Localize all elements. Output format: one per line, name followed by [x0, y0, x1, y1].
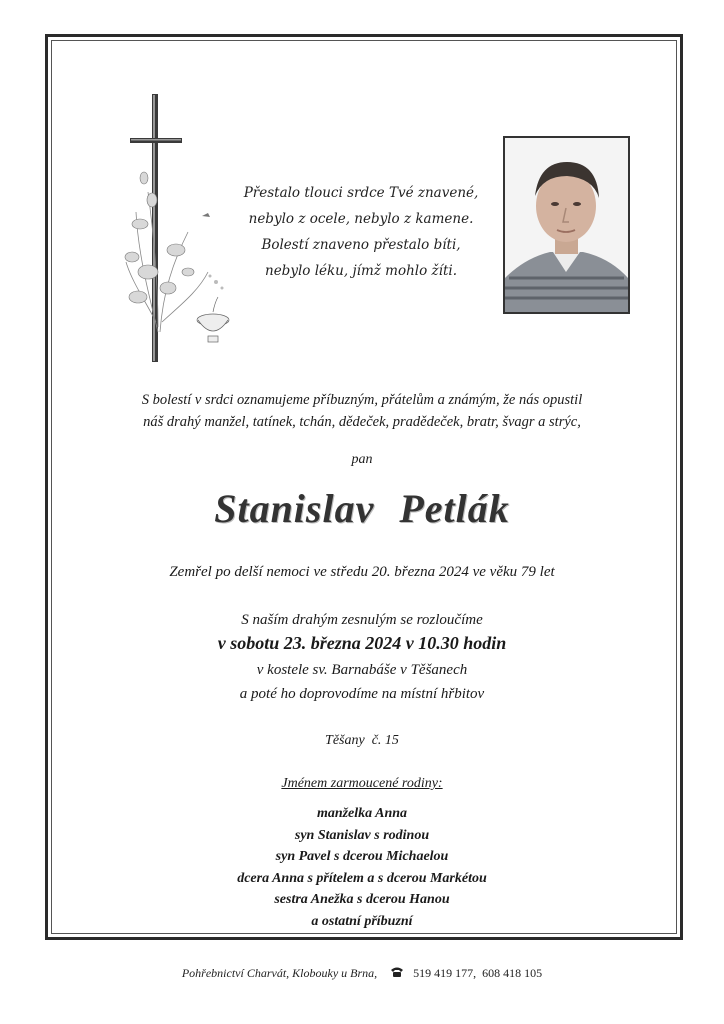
- announcement-line: náš drahý manžel, tatínek, tchán, dědeček, pradědeček, bratr, švagr a strýc,: [143, 414, 581, 430]
- phone-numbers: 519 419 177, 608 418 105: [413, 966, 543, 980]
- poem-line: Přestalo tlouci srdce Tvé znavené,: [243, 185, 479, 201]
- family-member: manželka Anna: [316, 806, 408, 821]
- farewell-after: a poté ho doprovodíme na místní hřbitov: [239, 686, 485, 702]
- portrait-image: [505, 138, 628, 312]
- deceased-name: Stanislav Petlák: [214, 486, 510, 531]
- farewell-date-time: v sobotu 23. března 2024 v 10.30 hodin: [217, 633, 507, 653]
- poem-line: nebylo z ocele, nebylo z kamene.: [248, 211, 474, 227]
- family-heading-text: Jménem zarmoucené rodiny:: [281, 776, 443, 791]
- family-member: sestra Anežka s dcerou Hanou: [274, 892, 450, 907]
- funeral-company: Pohřebnictví Charvát, Klobouky u Brna,: [181, 966, 378, 980]
- poem: [238, 180, 484, 284]
- phone-icon: [390, 966, 404, 982]
- family-heading: [60, 776, 664, 792]
- family-member: syn Stanislav s rodinou: [294, 827, 430, 843]
- announcement-line: S bolestí v srdci oznamujeme příbuzným, přátelům a známým, že nás opustil: [141, 392, 583, 408]
- address: Těšany č. 15: [325, 733, 399, 748]
- death-info: Zemřel po delší nemoci ve středu 20. března 2024 ve věku 79 let: [169, 564, 555, 580]
- cross-flowers-icon: [118, 92, 238, 364]
- family-member: syn Pavel s dcerou Michaelou: [275, 849, 449, 864]
- footer: [60, 966, 664, 982]
- family-member: a ostatní příbuzní: [311, 913, 413, 929]
- farewell-intro: S naším drahým zesnulým se rozloučíme: [241, 612, 483, 628]
- farewell-place: v kostele sv. Barnabáše v Těšanech: [256, 662, 468, 678]
- family-member: dcera Anna s přítelem a s dcerou Markétou: [237, 870, 487, 886]
- family-list: [60, 803, 664, 932]
- poem-line: nebylo léku, jímž mohlo žíti.: [265, 263, 457, 279]
- poem-line: Bolestí znaveno přestalo bíti,: [261, 237, 461, 253]
- portrait-photo: [503, 136, 630, 314]
- salutation: pan: [351, 452, 373, 467]
